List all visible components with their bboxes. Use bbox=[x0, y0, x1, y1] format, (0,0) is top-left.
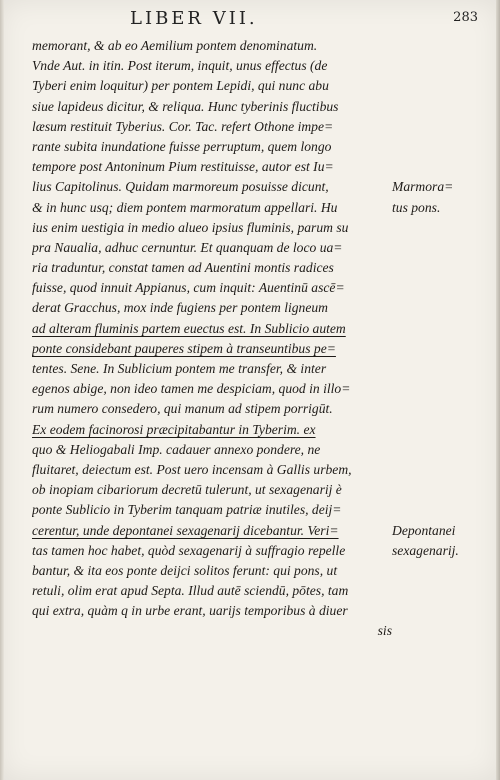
text-line: sis bbox=[377, 623, 392, 639]
text-line: & in hunc usq; diem pontem marmoratum appellari. Hu bbox=[32, 199, 338, 215]
text-line: cerentur, unde depontanei sexagenarij dicebantur. Veri= bbox=[32, 522, 339, 538]
text-line: læsum restituit Tyberius. Cor. Tac. refert Othone impe= bbox=[32, 118, 334, 134]
text-line: memorant, & ab eo Aemilium pontem denominatum. bbox=[32, 38, 318, 53]
margin-note-line: Marmora= bbox=[392, 179, 454, 195]
text-line: egenos abige, non ideo tamen me despiciam, quod in illo= bbox=[32, 381, 351, 397]
text-line: ponte considebant pauperes stipem à transeuntibus pe= bbox=[32, 340, 336, 356]
margin-note-line: Depontanei bbox=[392, 522, 456, 538]
page-right-edge bbox=[496, 0, 500, 780]
text-line: fluitaret, deiectum est. Post uero incensam à Gallis urbem, bbox=[32, 461, 352, 477]
text-line: Ex eodem facinorosi præcipitabantur in Tyberim. ex bbox=[32, 421, 316, 437]
text-line: ria traduntur, constat tamen ad Auentini montis radices bbox=[32, 260, 334, 276]
text-line: siue lapideus dicitur, & reliqua. Hunc tyberinis fluctibus bbox=[32, 98, 339, 114]
margin-note-line: tus pons. bbox=[392, 199, 441, 215]
text-line: pra Naualia, adhuc cernuntur. Et quanquam de loco ua= bbox=[32, 239, 343, 255]
running-head: LIBER VII. bbox=[130, 8, 258, 29]
margin-note bbox=[392, 521, 459, 561]
text-line: tempore post Antoninum Pium restituisse, autor est Iu= bbox=[32, 159, 334, 175]
text-line: retuli, olim erat apud Septa. Illud autē sciendū, pōtes, tam bbox=[32, 583, 349, 599]
margin-note-line: sexagenarij. bbox=[392, 542, 459, 558]
text-line: derat Gracchus, mox inde fugiens per pontem ligneum bbox=[32, 300, 328, 316]
text-line: Tyberi enim loquitur) per pontem Lepidi, qui nunc abu bbox=[32, 78, 329, 94]
text-line: quo & Heliogabali Imp. cadauer annexo pondere, ne bbox=[32, 441, 321, 457]
text-line: fuisse, quod innuit Appianus, cum inquit: Auentinū ascē= bbox=[32, 280, 345, 296]
text-line: Vnde Aut. in itin. Post iterum, inquit, unus effectus (de bbox=[32, 58, 328, 74]
page-number: 283 bbox=[453, 10, 478, 25]
text-line: tentes. Sene. In Sublicium pontem me transfer, & inter bbox=[32, 361, 327, 376]
margin-note bbox=[392, 177, 453, 217]
page-left-edge bbox=[0, 0, 4, 780]
text-line: ad alteram fluminis partem euectus est. In Sublicio autem bbox=[32, 320, 346, 336]
text-line: ius enim uestigia in medio alueo ipsius fluminis, parum su bbox=[32, 219, 349, 235]
text-line: rum numero consedero, qui manum ad stipem porrigūt. bbox=[32, 401, 333, 417]
text-line: ob inopiam cibariorum decretū tulerunt, ut sexagenarij è bbox=[32, 482, 342, 498]
page-header bbox=[0, 8, 500, 30]
text-line: tas tamen hoc habet, quòd sexagenarij à suffragio repelle bbox=[32, 542, 346, 558]
text-line: lius Capitolinus. Quidam marmoreum posuisse dicunt, bbox=[32, 179, 329, 195]
body-text bbox=[32, 36, 392, 642]
text-line: ponte Sublicio in Tyberim tanquam patriæ inutiles, deij= bbox=[32, 502, 342, 518]
text-line: rante subita inundatione fuisse perruptum, quem longo bbox=[32, 138, 332, 154]
text-line: bantur, & ita eos ponte deijci solitos ferunt: qui pons, ut bbox=[32, 562, 338, 578]
text-line: qui extra, quàm q in urbe erant, uarijs temporibus à diuer bbox=[32, 603, 348, 619]
